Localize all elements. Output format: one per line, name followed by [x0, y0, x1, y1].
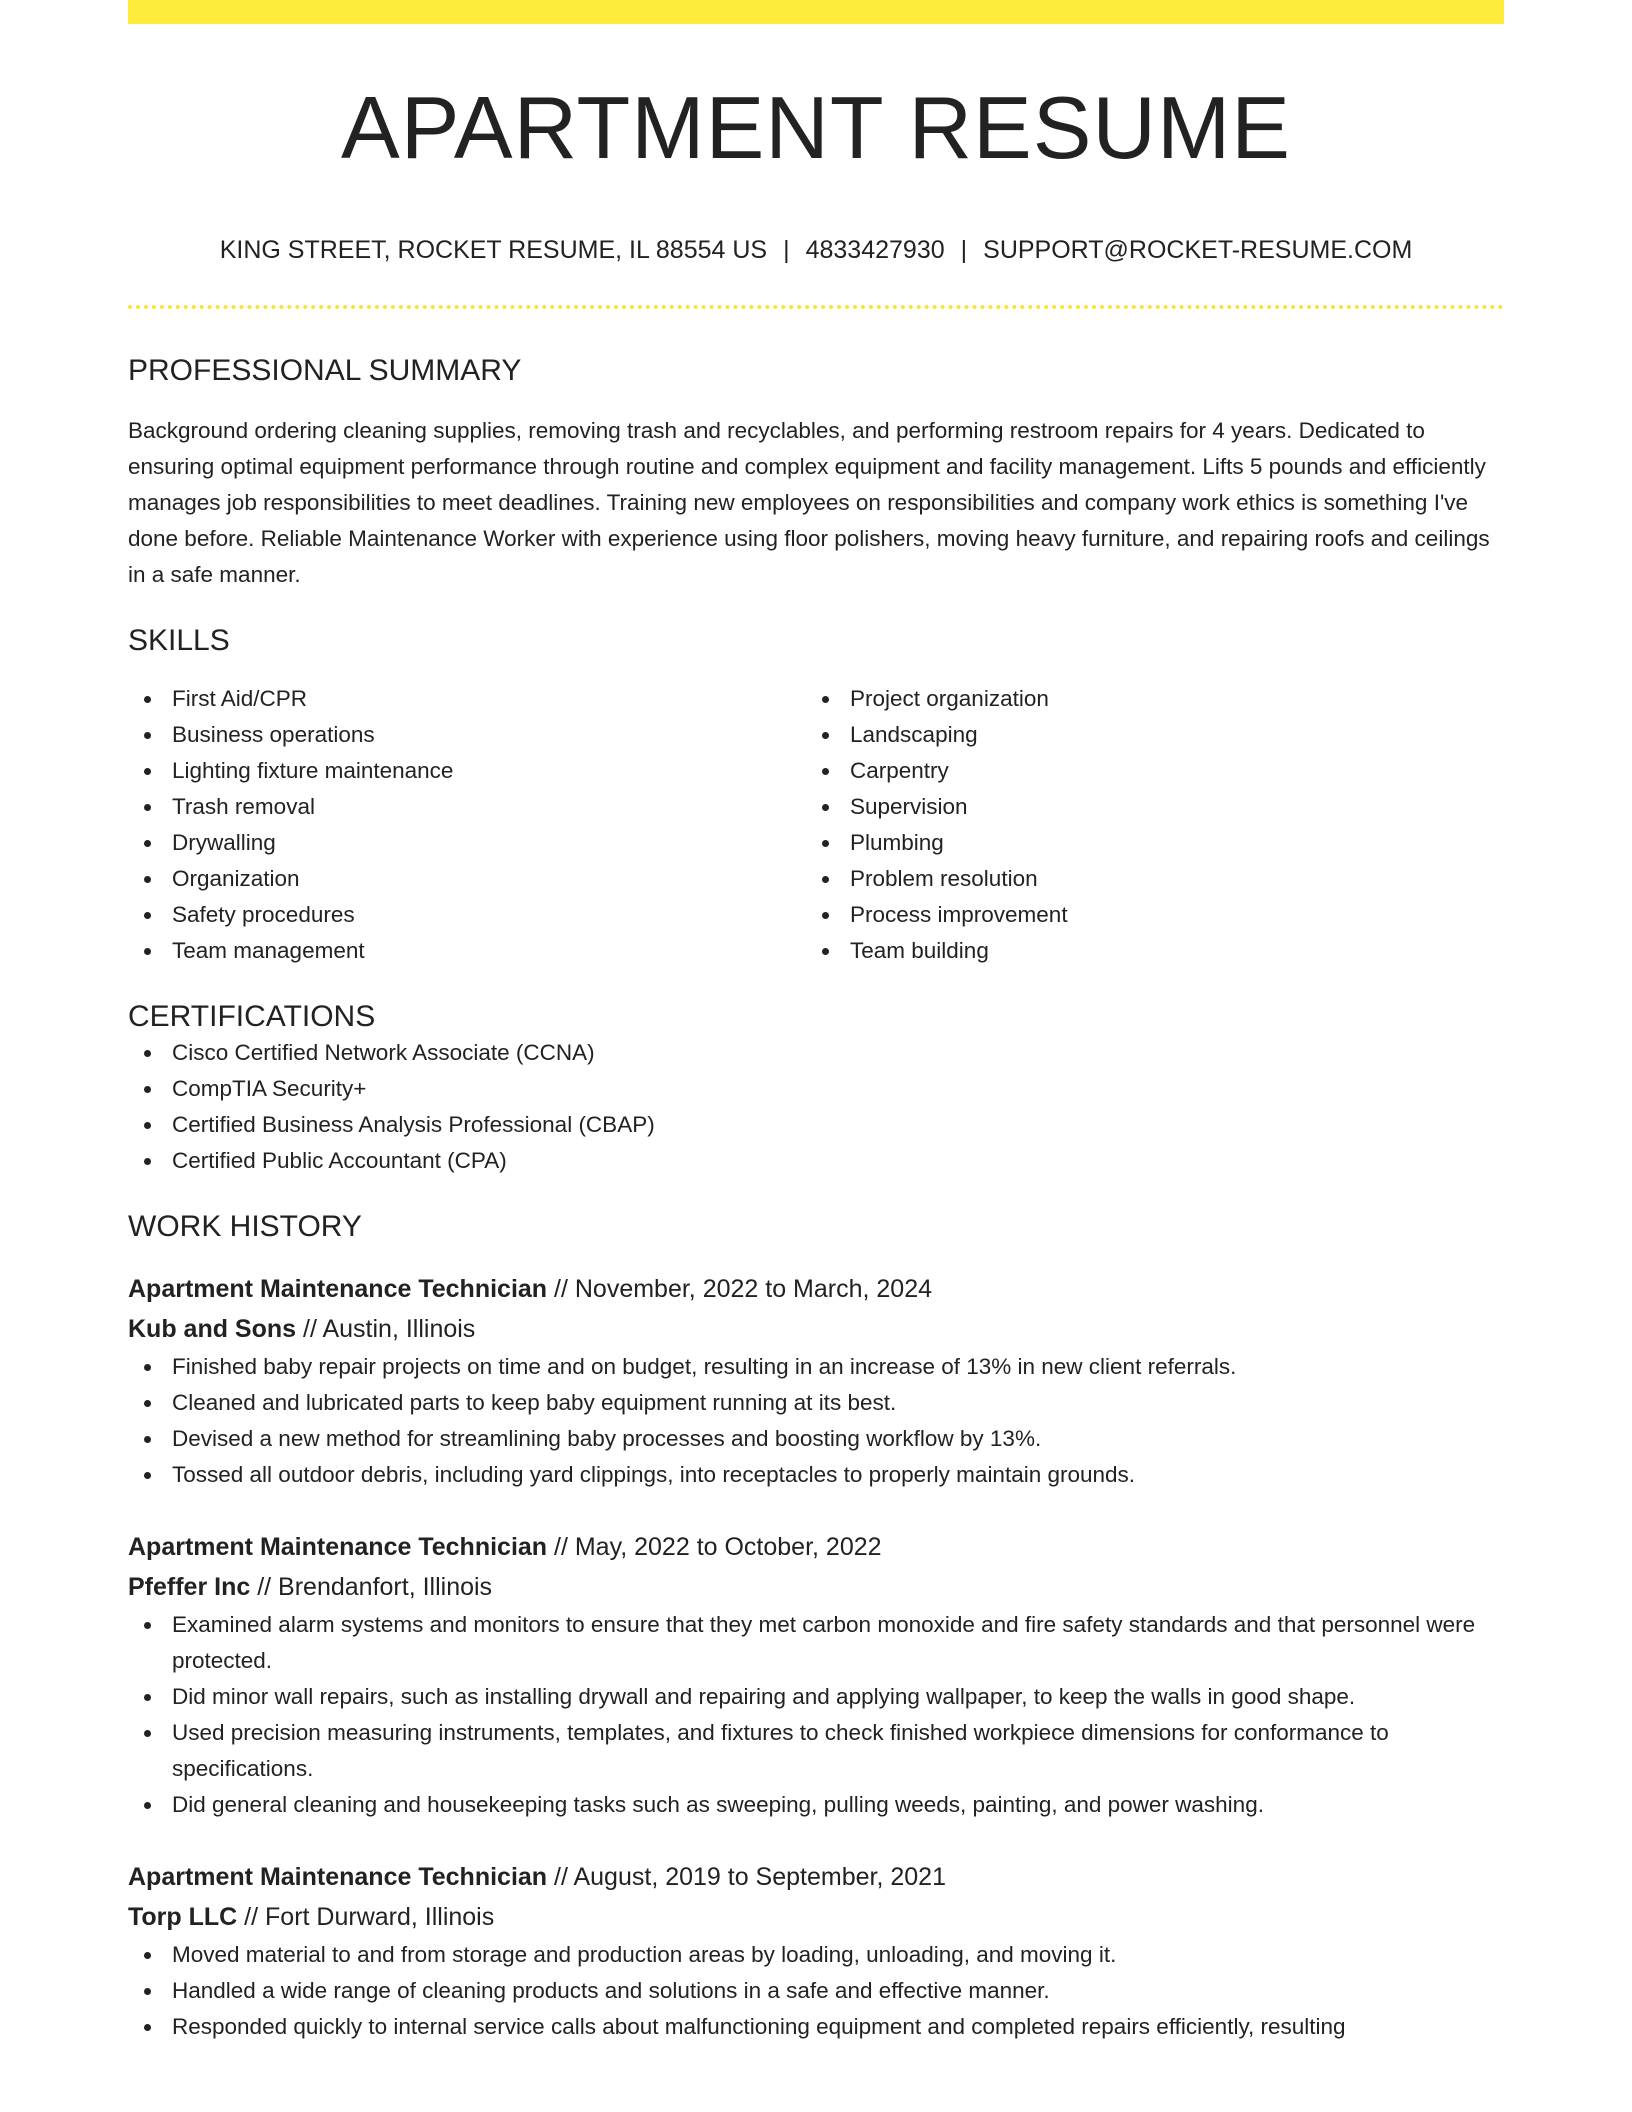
- certification-item: CompTIA Security+: [128, 1071, 1504, 1107]
- bullet-icon: [144, 2024, 151, 2031]
- bullet-icon: [144, 804, 151, 811]
- bullet-icon: [144, 1364, 151, 1371]
- certifications-title: CERTIFICATIONS: [128, 999, 376, 1033]
- job-dates: // May, 2022 to October, 2022: [547, 1532, 882, 1561]
- job-location: // Austin, Illinois: [296, 1314, 476, 1343]
- bullet-icon: [144, 948, 151, 955]
- bullet-icon: [144, 1158, 151, 1165]
- job-bullets: [128, 1937, 1504, 2045]
- job-location: // Brendanfort, Illinois: [250, 1572, 493, 1601]
- job-entry: [128, 1857, 1504, 2045]
- job-bullets: [128, 1349, 1504, 1493]
- skill-item: Team management: [128, 933, 806, 969]
- job-bullet: Examined alarm systems and monitors to ensure that they met carbon monoxide and fire safety standards and that personnel were protected.: [128, 1607, 1504, 1679]
- bullet-icon: [144, 768, 151, 775]
- skills-column-left: [128, 681, 806, 969]
- bullet-icon: [144, 840, 151, 847]
- job-entry: [128, 1527, 1504, 1823]
- bullet-icon: [822, 876, 829, 883]
- skills-list-left: [128, 681, 806, 969]
- skill-item: Plumbing: [806, 825, 1484, 861]
- skill-item: Safety procedures: [128, 897, 806, 933]
- bullet-icon: [144, 912, 151, 919]
- job-dates: // August, 2019 to September, 2021: [547, 1862, 946, 1891]
- bullet-icon: [144, 1802, 151, 1809]
- job-bullet: Did general cleaning and housekeeping tasks such as sweeping, pulling weeds, painting, and power washing.: [128, 1787, 1504, 1823]
- job-role-line: [128, 1527, 1504, 1567]
- bullet-icon: [144, 1436, 151, 1443]
- job-bullet: Finished baby repair projects on time and on budget, resulting in an increase of 13% in new client referrals.: [128, 1349, 1504, 1385]
- job-bullet: Moved material to and from storage and production areas by loading, unloading, and moving it.: [128, 1937, 1504, 1973]
- contact-phone: 4833427930: [805, 235, 945, 264]
- job-bullet: Tossed all outdoor debris, including yard clippings, into receptacles to properly maintain grounds.: [128, 1457, 1504, 1493]
- job-dates: // November, 2022 to March, 2024: [547, 1274, 933, 1303]
- skill-item: First Aid/CPR: [128, 681, 806, 717]
- job-bullet: Devised a new method for streamlining baby processes and boosting workflow by 13%.: [128, 1421, 1504, 1457]
- skill-item: Problem resolution: [806, 861, 1484, 897]
- certification-item: Cisco Certified Network Associate (CCNA): [128, 1035, 1504, 1071]
- bullet-icon: [144, 1622, 151, 1629]
- bullet-icon: [822, 732, 829, 739]
- work-history-title: WORK HISTORY: [128, 1209, 362, 1243]
- summary-text: Background ordering cleaning supplies, removing trash and recyclables, and performing restroom repairs for 4 years. Dedicated to ensuring optimal equipment performance through routine and complex equipment and facility management. Lifts 5 pounds and efficiently manages job responsibilities to meet deadlines. Training new employees on responsibilities and company work ethics is something I've done before. Reliable Maintenance Worker with experience using floor polishers, moving heavy furniture, and repairing roofs and ceilings in a safe manner.: [128, 417, 1490, 587]
- job-company: Kub and Sons: [128, 1314, 297, 1343]
- skill-item: Lighting fixture maintenance: [128, 753, 806, 789]
- bullet-icon: [144, 876, 151, 883]
- job-bullets: [128, 1607, 1504, 1823]
- skill-item: Business operations: [128, 717, 806, 753]
- bullet-icon: [144, 696, 151, 703]
- skill-item: Carpentry: [806, 753, 1484, 789]
- job-role-line: [128, 1269, 1504, 1309]
- contact-separator: |: [960, 235, 968, 264]
- job-company-line: [128, 1309, 1504, 1349]
- bullet-icon: [144, 1694, 151, 1701]
- bullet-icon: [822, 840, 829, 847]
- job-company: Pfeffer Inc: [128, 1572, 251, 1601]
- resume-name: APARTMENT RESUME: [341, 78, 1291, 177]
- job-bullet: Did minor wall repairs, such as installing drywall and repairing and applying wallpaper, to keep the walls in good shape.: [128, 1679, 1504, 1715]
- bullet-icon: [822, 948, 829, 955]
- skills-column-right: [806, 681, 1484, 969]
- skill-item: Trash removal: [128, 789, 806, 825]
- job-location: // Fort Durward, Illinois: [237, 1902, 495, 1931]
- skill-item: Supervision: [806, 789, 1484, 825]
- contact-address: KING STREET, ROCKET RESUME, IL 88554 US: [219, 235, 768, 264]
- job-bullet: Used precision measuring instruments, templates, and fixtures to check finished workpiece dimensions for conformance to specifications.: [128, 1715, 1504, 1787]
- job-role: Apartment Maintenance Technician: [128, 1274, 548, 1303]
- skill-item: Team building: [806, 933, 1484, 969]
- job-company-line: [128, 1897, 1504, 1937]
- bullet-icon: [144, 1472, 151, 1479]
- bullet-icon: [144, 1730, 151, 1737]
- skill-item: Landscaping: [806, 717, 1484, 753]
- job-role-line: [128, 1857, 1504, 1897]
- job-bullet: Cleaned and lubricated parts to keep baby equipment running at its best.: [128, 1385, 1504, 1421]
- contact-line: [128, 235, 1504, 265]
- bullet-icon: [822, 768, 829, 775]
- job-bullet: Handled a wide range of cleaning products and solutions in a safe and effective manner.: [128, 1973, 1504, 2009]
- bullet-icon: [822, 804, 829, 811]
- job-company-line: [128, 1567, 1504, 1607]
- bullet-icon: [144, 1400, 151, 1407]
- skill-item: Process improvement: [806, 897, 1484, 933]
- job-entry: [128, 1269, 1504, 1493]
- contact-email: SUPPORT@ROCKET-RESUME.COM: [983, 235, 1413, 264]
- skill-item: Drywalling: [128, 825, 806, 861]
- job-bullet: Responded quickly to internal service calls about malfunctioning equipment and completed repairs efficiently, resulting: [128, 2009, 1504, 2045]
- accent-bar: [128, 0, 1504, 24]
- job-company: Torp LLC: [128, 1902, 238, 1931]
- bullet-icon: [144, 1050, 151, 1057]
- bullet-icon: [144, 732, 151, 739]
- job-role: Apartment Maintenance Technician: [128, 1532, 548, 1561]
- bullet-icon: [144, 1086, 151, 1093]
- skill-item: Organization: [128, 861, 806, 897]
- certifications-list: [128, 1035, 1504, 1179]
- certification-item: Certified Public Accountant (CPA): [128, 1143, 1504, 1179]
- bullet-icon: [144, 1122, 151, 1129]
- contact-separator: |: [783, 235, 790, 264]
- resume-page: [128, 0, 1504, 2045]
- skill-item: Project organization: [806, 681, 1484, 717]
- bullet-icon: [822, 696, 829, 703]
- skills-columns: [128, 681, 1504, 969]
- skills-list-right: [806, 681, 1484, 969]
- bullet-icon: [144, 1988, 151, 1995]
- summary-title: PROFESSIONAL SUMMARY: [128, 353, 522, 387]
- bullet-icon: [144, 1952, 151, 1959]
- bullet-icon: [822, 912, 829, 919]
- certification-item: Certified Business Analysis Professional (CBAP): [128, 1107, 1504, 1143]
- job-role: Apartment Maintenance Technician: [128, 1862, 548, 1891]
- skills-title: SKILLS: [128, 623, 230, 657]
- header-divider: [128, 305, 1504, 309]
